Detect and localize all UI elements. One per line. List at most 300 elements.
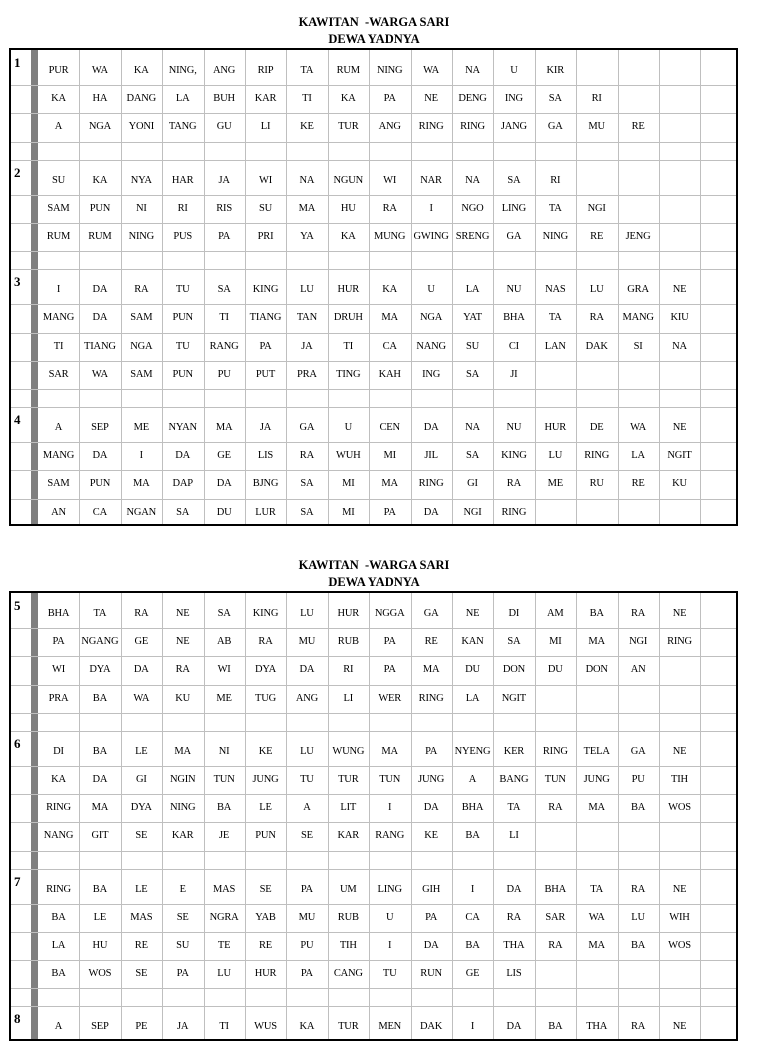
syllable-cell: RANG xyxy=(209,340,239,352)
syllable-cell: SU xyxy=(176,940,190,951)
syllable-cell: DI xyxy=(53,745,64,757)
syllable-cell: RUM xyxy=(46,231,71,242)
syllable-cell: MAS xyxy=(213,883,236,895)
syllable-cell: NING xyxy=(128,231,155,242)
syllable-cell: WUNG xyxy=(332,745,365,757)
grid-row-line xyxy=(11,251,736,252)
syllable-cell: KAN xyxy=(461,636,484,648)
syllable-cell: MA xyxy=(298,202,316,214)
syllable-cell: TU xyxy=(300,774,314,785)
grid-column-line xyxy=(700,50,701,524)
syllable-cell: GE xyxy=(465,968,480,980)
syllable-cell: NGA xyxy=(420,312,443,324)
syllable-cell: NE xyxy=(424,93,438,105)
syllable-cell: RA xyxy=(631,608,646,619)
syllable-cell: JENG xyxy=(625,231,651,242)
syllable-cell: SA xyxy=(465,368,480,380)
syllable-cell: LI xyxy=(509,830,519,842)
syllable-cell: LING xyxy=(501,202,527,214)
syllable-cell: TELA xyxy=(583,745,610,757)
syllable-cell: YAT xyxy=(463,312,482,324)
syllable-cell: NYENG xyxy=(454,745,491,757)
syllable-cell: ME xyxy=(216,692,232,704)
syllable-cell: KIR xyxy=(546,65,565,76)
syllable-cell: NANG xyxy=(43,830,74,842)
syllable-cell: SAR xyxy=(48,368,69,380)
syllable-cell: E xyxy=(179,883,186,895)
syllable-cell: MI xyxy=(549,636,562,648)
syllable-cell: CANG xyxy=(333,968,363,980)
syllable-cell: RE xyxy=(631,478,645,490)
syllable-cell: AB xyxy=(217,636,232,648)
syllable-cell: TANG xyxy=(168,121,197,133)
syllable-cell: RA xyxy=(382,202,397,214)
syllable-cell: PRI xyxy=(257,231,274,242)
syllable-cell: RA xyxy=(134,608,149,619)
syllable-cell: AN xyxy=(630,664,646,676)
syllable-cell: PA xyxy=(383,636,396,648)
syllable-cell: LU xyxy=(589,284,604,296)
page-title xyxy=(0,557,748,591)
syllable-cell: RIP xyxy=(257,65,274,76)
syllable-cell: PA xyxy=(52,636,65,648)
syllable-cell: TU xyxy=(175,340,190,352)
syllable-cell: TUR xyxy=(338,774,359,785)
syllable-cell: NGRA xyxy=(209,911,239,923)
syllable-cell: SA xyxy=(465,450,480,462)
syllable-cell: LA xyxy=(175,93,190,105)
syllable-cell: SU xyxy=(465,340,480,352)
syllable-cell: RING xyxy=(667,636,692,648)
syllable-cell: RANG xyxy=(375,830,405,842)
syllable-cell: DA xyxy=(175,450,191,462)
verse-number: 5 xyxy=(14,598,21,613)
syllable-cell: RA xyxy=(506,478,521,490)
syllable-cell: AN xyxy=(51,506,66,518)
syllable-cell: DAK xyxy=(585,340,608,352)
syllable-cell: TI xyxy=(219,312,229,324)
syllable-cell: SA xyxy=(217,608,231,619)
syllable-cell: MU xyxy=(588,121,605,133)
syllable-cell: TA xyxy=(548,312,562,324)
syllable-cell: BA xyxy=(589,608,604,619)
syllable-cell: LA xyxy=(631,450,645,462)
verse-number: 1 xyxy=(14,55,21,70)
verse-separator-line xyxy=(11,160,736,161)
grid-row-line xyxy=(11,389,736,390)
syllable-cell: MAS xyxy=(130,911,153,923)
syllable-cell: KA xyxy=(299,1021,315,1033)
syllable-cell: CA xyxy=(465,911,480,923)
syllable-cell: RUN xyxy=(420,968,442,980)
syllable-cell: NE xyxy=(672,422,687,433)
syllable-cell: A xyxy=(54,121,63,133)
syllable-cell: RING xyxy=(46,802,71,814)
syllable-cell: HU xyxy=(92,940,108,951)
syllable-cell: PA xyxy=(425,911,438,923)
syllable-cell: RUB xyxy=(337,911,359,923)
syllable-cell: RING xyxy=(418,121,444,133)
syllable-cell: HA xyxy=(92,93,108,105)
syllable-cell: PU xyxy=(217,368,231,380)
syllable-cell: NE xyxy=(672,1021,687,1033)
syllable-cell: HUR xyxy=(337,608,360,619)
syllable-cell: KE xyxy=(258,745,273,757)
syllable-cell: DA xyxy=(92,774,108,785)
syllable-cell: GRA xyxy=(627,284,649,296)
syllable-cell: TIH xyxy=(671,774,688,785)
syllable-cell: LAN xyxy=(544,340,566,352)
syllable-cell: NA xyxy=(299,174,315,186)
syllable-cell: WOS xyxy=(668,940,691,951)
syllable-cell: RA xyxy=(548,802,563,814)
syllable-cell: NGI xyxy=(463,506,482,518)
syllable-cell: KIU xyxy=(670,312,689,324)
syllable-cell: DON xyxy=(502,664,525,676)
syllable-cell: LI xyxy=(260,121,271,133)
syllable-cell: MA xyxy=(91,802,109,814)
syllable-cell: GE xyxy=(217,450,231,462)
syllable-cell: RING xyxy=(46,883,71,895)
syllable-cell: HUR xyxy=(337,284,360,296)
syllable-cell: BA xyxy=(548,1021,563,1033)
syllable-cell: WER xyxy=(378,692,402,704)
syllable-cell: JUNG xyxy=(418,774,445,785)
verse-number: 4 xyxy=(14,412,21,427)
syllable-cell: DAP xyxy=(172,478,193,490)
syllable-cell: LIT xyxy=(340,802,357,814)
syllable-cell: SA xyxy=(300,506,314,518)
syllable-cell: LU xyxy=(631,911,645,923)
syllable-cell: NE xyxy=(672,608,687,619)
syllable-cell: KE xyxy=(300,121,314,133)
grid-row-line xyxy=(11,851,736,852)
syllable-cell: PU xyxy=(300,940,314,951)
syllable-cell: NI xyxy=(218,745,230,757)
syllable-cell: RU xyxy=(589,478,604,490)
syllable-cell: SAM xyxy=(130,312,153,324)
syllable-cell: MA xyxy=(588,802,605,814)
syllable-cell: NAR xyxy=(420,174,442,186)
syllable-cell: PUN xyxy=(172,368,193,380)
syllable-cell: BA xyxy=(631,940,646,951)
verse-separator-line xyxy=(11,869,736,870)
syllable-cell: DYA xyxy=(255,664,276,676)
syllable-cell: GE xyxy=(134,636,149,648)
syllable-cell: LA xyxy=(465,692,480,704)
syllable-cell: NE xyxy=(175,608,190,619)
syllable-cell: NGGA xyxy=(374,608,405,619)
grid-row-line xyxy=(11,142,736,143)
verse-table xyxy=(9,591,738,1041)
syllable-cell: A xyxy=(54,1021,63,1033)
syllable-cell: KA xyxy=(51,774,66,785)
syllable-cell: RING xyxy=(584,450,610,462)
syllable-cell: PRA xyxy=(48,692,69,704)
syllable-cell: TA xyxy=(590,883,604,895)
syllable-cell: BA xyxy=(217,802,232,814)
syllable-cell: PA xyxy=(383,93,396,105)
syllable-cell: I xyxy=(56,284,61,296)
syllable-cell: HUR xyxy=(254,968,277,980)
syllable-cell: RA xyxy=(548,940,563,951)
syllable-cell: TA xyxy=(507,802,521,814)
syllable-cell: BA xyxy=(465,830,480,842)
syllable-cell: DENG xyxy=(458,93,487,105)
syllable-cell: SA xyxy=(548,93,562,105)
syllable-cell: NGA xyxy=(88,121,111,133)
syllable-cell: WI xyxy=(383,174,397,186)
syllable-cell: NE xyxy=(672,284,687,296)
syllable-cell: NING xyxy=(542,231,569,242)
syllable-cell: PUR xyxy=(48,65,69,76)
syllable-cell: MA xyxy=(588,940,605,951)
verse-separator-line xyxy=(11,407,736,408)
grid-row-line xyxy=(11,713,736,714)
syllable-cell: LA xyxy=(465,284,480,296)
syllable-cell: WOS xyxy=(668,802,691,814)
syllable-cell: JANG xyxy=(500,121,527,133)
syllable-cell: DA xyxy=(92,312,108,324)
syllable-cell: RI xyxy=(550,174,561,186)
syllable-cell: I xyxy=(388,802,392,814)
syllable-cell: PE xyxy=(135,1021,148,1033)
syllable-cell: TUN xyxy=(544,774,566,785)
syllable-cell: LE xyxy=(135,745,148,757)
syllable-cell: RE xyxy=(424,636,438,648)
syllable-cell: KA xyxy=(51,93,66,105)
syllable-cell: MA xyxy=(381,478,398,490)
syllable-cell: WA xyxy=(91,368,108,380)
syllable-cell: LE xyxy=(93,911,107,923)
syllable-cell: MANG xyxy=(42,450,75,462)
syllable-cell: MA xyxy=(133,478,150,490)
syllable-cell: U xyxy=(344,422,352,433)
syllable-cell: TE xyxy=(217,940,231,951)
syllable-cell: DA xyxy=(216,478,232,490)
syllable-cell: HUR xyxy=(544,422,567,433)
syllable-cell: YAB xyxy=(255,911,276,923)
syllable-cell: LE xyxy=(135,883,148,895)
verse-number: 8 xyxy=(14,1011,21,1027)
syllable-cell: ME xyxy=(133,422,149,433)
syllable-cell: PA xyxy=(218,231,231,242)
syllable-cell: LE xyxy=(259,802,272,814)
syllable-cell: GA xyxy=(299,422,315,433)
syllable-cell: MUNG xyxy=(374,231,406,242)
grid-column-line xyxy=(700,593,701,1039)
syllable-cell: TA xyxy=(93,608,107,619)
syllable-cell: I xyxy=(470,883,475,895)
syllable-cell: NGAN xyxy=(126,506,157,518)
syllable-cell: KAR xyxy=(254,93,277,105)
syllable-cell: KU xyxy=(175,692,191,704)
syllable-cell: NYAN xyxy=(168,422,197,433)
syllable-cell: WI xyxy=(51,664,65,676)
syllable-cell: TUG xyxy=(255,692,276,704)
syllable-cell: PUS xyxy=(173,231,193,242)
syllable-cell: SE xyxy=(300,830,313,842)
syllable-cell: JE xyxy=(219,830,230,842)
syllable-cell: TAN xyxy=(296,312,317,324)
syllable-cell: RA xyxy=(631,883,646,895)
syllable-cell: DANG xyxy=(126,93,157,105)
verse-table xyxy=(9,48,738,526)
syllable-cell: TI xyxy=(53,340,64,352)
syllable-cell: NA xyxy=(465,65,480,76)
syllable-cell: TA xyxy=(548,202,562,214)
syllable-cell: ANG xyxy=(378,121,401,133)
syllable-cell: MA xyxy=(381,745,398,757)
syllable-cell: LU xyxy=(548,450,563,462)
syllable-cell: DA xyxy=(506,883,522,895)
title-line-1: KAWITAN -WARGA SARI xyxy=(298,558,450,572)
syllable-cell: U xyxy=(427,284,435,296)
syllable-cell: NGI xyxy=(587,202,606,214)
syllable-cell: UM xyxy=(340,883,357,895)
syllable-cell: PA xyxy=(300,968,313,980)
syllable-cell: TUR xyxy=(338,121,359,133)
syllable-cell: GI xyxy=(467,478,478,490)
syllable-cell: DA xyxy=(92,284,108,296)
verse-separator-line xyxy=(11,269,736,270)
syllable-cell: BJNG xyxy=(252,478,279,490)
syllable-cell: GIH xyxy=(422,883,441,895)
syllable-cell: BHA xyxy=(503,312,525,324)
syllable-cell: RUB xyxy=(337,636,359,648)
title-line-2: DEWA YADNYA xyxy=(328,575,420,589)
syllable-cell: MEN xyxy=(378,1021,402,1033)
syllable-cell: DI xyxy=(508,608,520,619)
syllable-cell: BHA xyxy=(461,802,484,814)
syllable-cell: WA xyxy=(91,65,108,76)
syllable-cell: PA xyxy=(425,745,438,757)
syllable-cell: LI xyxy=(343,692,354,704)
syllable-cell: DA xyxy=(92,450,108,462)
syllable-cell: RI xyxy=(591,93,602,105)
syllable-cell: SEP xyxy=(91,422,109,433)
syllable-cell: CA xyxy=(382,340,397,352)
syllable-cell: CI xyxy=(508,340,519,352)
syllable-cell: RA xyxy=(589,312,604,324)
syllable-cell: GA xyxy=(506,231,522,242)
syllable-cell: JUNG xyxy=(252,774,279,785)
syllable-cell: DA xyxy=(423,422,439,433)
syllable-cell: KING xyxy=(252,608,279,619)
syllable-cell: MI xyxy=(342,478,355,490)
syllable-cell: BA xyxy=(92,745,107,757)
syllable-cell: LUR xyxy=(255,506,276,518)
syllable-cell: RA xyxy=(299,450,314,462)
syllable-cell: GIT xyxy=(91,830,109,842)
syllable-cell: NAS xyxy=(545,284,566,296)
syllable-cell: LING xyxy=(377,883,402,895)
syllable-cell: SRENG xyxy=(455,231,490,242)
syllable-cell: ANG xyxy=(213,65,236,76)
syllable-cell: NGO xyxy=(461,202,484,214)
syllable-cell: PUN xyxy=(89,202,111,214)
verse-number: 2 xyxy=(14,164,21,180)
syllable-cell: DA xyxy=(423,802,439,814)
syllable-cell: GA xyxy=(547,121,563,133)
verse-separator-line xyxy=(11,1006,736,1007)
syllable-cell: NE xyxy=(465,608,480,619)
syllable-cell: WIH xyxy=(669,911,690,923)
syllable-cell: NYA xyxy=(130,174,152,186)
syllable-cell: SE xyxy=(259,883,272,895)
syllable-cell: KAH xyxy=(378,368,401,380)
page-title xyxy=(0,14,748,48)
syllable-cell: I xyxy=(139,450,143,462)
syllable-cell: DAK xyxy=(420,1021,443,1033)
syllable-cell: NA xyxy=(465,174,480,186)
syllable-cell: DU xyxy=(216,506,232,518)
syllable-cell: KER xyxy=(503,745,525,757)
syllable-cell: A xyxy=(54,422,63,433)
syllable-cell: HU xyxy=(340,202,356,214)
syllable-cell: MA xyxy=(215,422,233,433)
syllable-cell: PRA xyxy=(296,368,317,380)
syllable-cell: KING xyxy=(501,450,527,462)
syllable-cell: NGANG xyxy=(81,636,119,648)
syllable-cell: TUN xyxy=(213,774,235,785)
syllable-cell: YA xyxy=(300,231,314,242)
syllable-cell: WI xyxy=(258,174,272,186)
syllable-cell: GA xyxy=(423,608,439,619)
syllable-cell: TA xyxy=(300,65,314,76)
syllable-cell: WA xyxy=(133,692,150,704)
syllable-cell: LU xyxy=(217,968,231,980)
syllable-cell: SAM xyxy=(47,478,70,490)
syllable-cell: TIH xyxy=(339,940,357,951)
verse-number: 7 xyxy=(14,873,21,889)
syllable-cell: JI xyxy=(510,368,518,380)
syllable-cell: ANG xyxy=(295,692,318,704)
syllable-cell: BHA xyxy=(47,608,70,619)
syllable-cell: TING xyxy=(336,368,361,380)
syllable-cell: KING xyxy=(252,284,279,296)
syllable-cell: GU xyxy=(216,121,232,133)
syllable-cell: LU xyxy=(300,745,314,757)
syllable-cell: RA xyxy=(175,664,190,676)
syllable-cell: GWING xyxy=(413,231,449,242)
syllable-cell: DRUH xyxy=(333,312,363,324)
syllable-cell: MANG xyxy=(622,312,654,324)
title-line-1: KAWITAN -WARGA SARI xyxy=(298,15,450,29)
syllable-cell: TUN xyxy=(379,774,401,785)
syllable-cell: LIS xyxy=(257,450,274,462)
syllable-cell: KU xyxy=(672,478,687,490)
syllable-cell: TU xyxy=(175,284,190,296)
syllable-cell: NING, xyxy=(168,65,197,76)
syllable-cell: RUM xyxy=(88,231,112,242)
syllable-cell: WOS xyxy=(88,968,112,980)
syllable-cell: SA xyxy=(176,506,190,518)
syllable-cell: BA xyxy=(51,911,66,923)
syllable-cell: ING xyxy=(422,368,441,380)
syllable-cell: TIANG xyxy=(84,340,116,352)
syllable-cell: SI xyxy=(633,340,643,352)
syllable-cell: PUN xyxy=(255,830,276,842)
syllable-cell: NGA xyxy=(130,340,153,352)
syllable-cell: DYA xyxy=(89,664,111,676)
syllable-cell: THA xyxy=(503,940,525,951)
syllable-cell: WA xyxy=(630,422,647,433)
syllable-cell: A xyxy=(303,802,311,814)
syllable-cell: MA xyxy=(174,745,191,757)
syllable-cell: I xyxy=(429,202,433,214)
syllable-cell: RI xyxy=(177,202,188,214)
